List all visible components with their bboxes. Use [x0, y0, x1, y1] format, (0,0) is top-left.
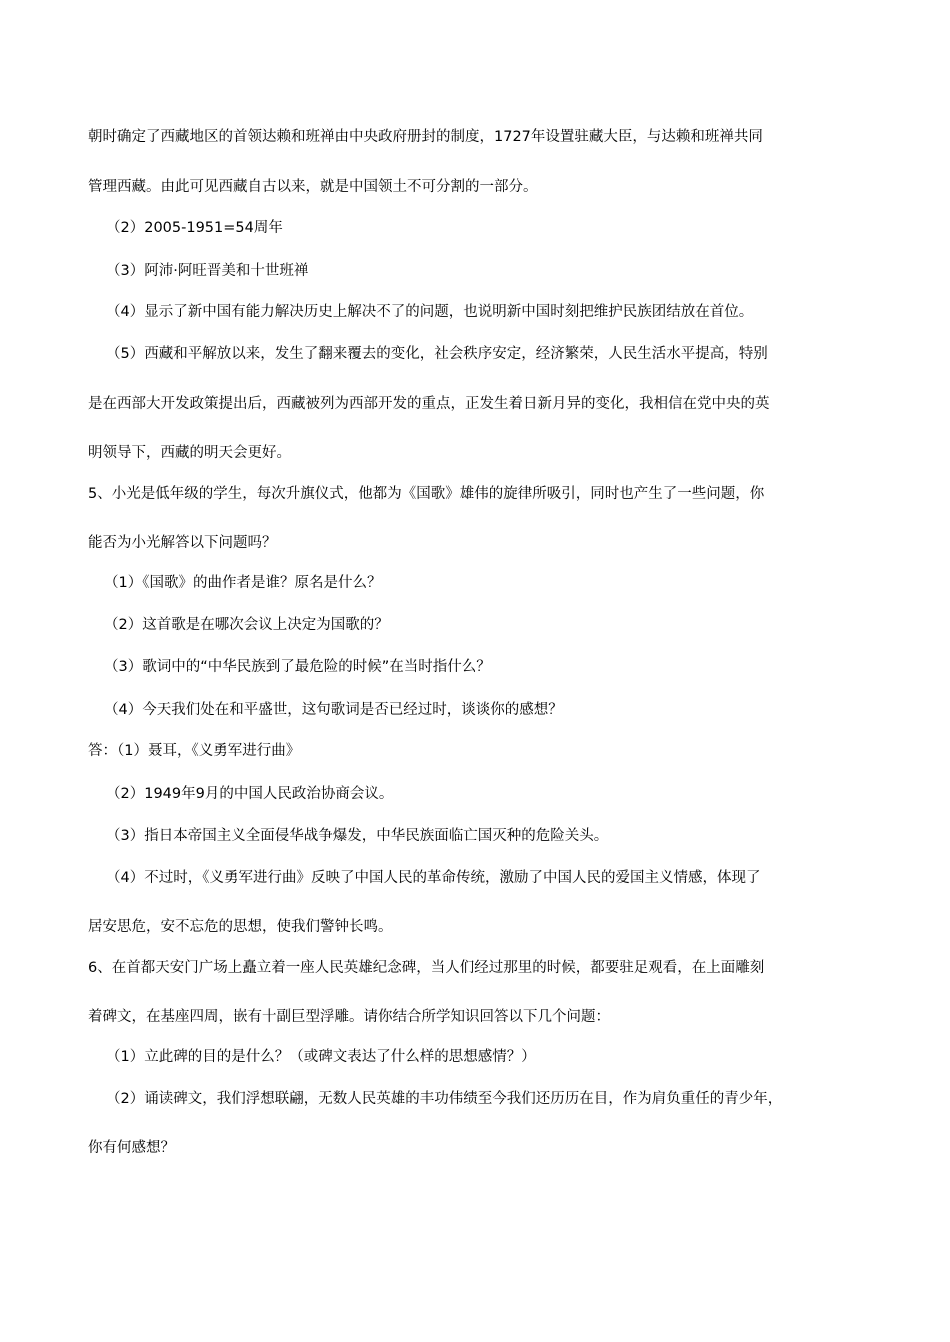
answer-line: （2）1949年9月的中国人民政治协商会议。 [106, 786, 394, 802]
text-line: 朝时确定了西藏地区的首领达赖和班禅由中央政府册封的制度，1727年设置驻藏大臣，与达赖和班禅共同 [88, 129, 763, 145]
question-heading: 5、小光是低年级的学生，每次升旗仪式，他都为《国歌》雄伟的旋律所吸引，同时也产生了一些问题，你 [88, 486, 765, 502]
answer-line: （4）显示了新中国有能力解决历史上解决不了的问题，也说明新中国时刻把维护民族团结放在首位。 [106, 304, 754, 320]
text-line: 能否为小光解答以下问题吗？ [88, 535, 277, 551]
text-line: 居安思危，安不忘危的思想，使我们警钟长鸣。 [88, 919, 393, 935]
text-line: 明领导下，西藏的明天会更好。 [88, 445, 291, 461]
text-line: 管理西藏。由此可见西藏自古以来，就是中国领土不可分割的一部分。 [88, 179, 538, 195]
question-heading: 6、在首都天安门广场上矗立着一座人民英雄纪念碑，当人们经过那里的时候，都要驻足观看，在上面雕刻 [88, 960, 765, 976]
text-line: 是在西部大开发政策提出后，西藏被列为西部开发的重点，正发生着日新月异的变化，我相信在党中央的英 [88, 396, 770, 412]
answer-line: （3）阿沛·阿旺晋美和十世班禅 [106, 263, 309, 279]
answer-line: （3）指日本帝国主义全面侵华战争爆发，中华民族面临亡国灭种的危险关头。 [106, 828, 609, 844]
answer-line: （2）2005-1951=54周年 [106, 220, 283, 236]
text-line: 着碑文，在基座四周，嵌有十副巨型浮雕。请你结合所学知识回答以下几个问题： [88, 1009, 610, 1025]
answer-line: 答：（1）聂耳，《义勇军进行曲》 [88, 743, 301, 759]
answer-line: （5）西藏和平解放以来，发生了翻来覆去的变化，社会秩序安定，经济繁荣，人民生活水平提高，特别 [106, 346, 768, 362]
text-line: 你有何感想？ [88, 1140, 175, 1156]
sub-question: （4）今天我们处在和平盛世，这句歌词是否已经过时，谈谈你的感想？ [104, 702, 563, 718]
sub-question: （2）诵读碑文，我们浮想联翩，无数人民英雄的丰功伟绩至今我们还历历在目，作为肩负重任的青少年， [106, 1091, 783, 1107]
sub-question: （2）这首歌是在哪次会议上决定为国歌的？ [104, 617, 389, 633]
answer-line: （4）不过时，《义勇军进行曲》反映了中国人民的革命传统，激励了中国人民的爱国主义情感，体现了 [106, 870, 761, 886]
sub-question: （1）立此碑的目的是什么？（或碑文表达了什么样的思想感情？） [106, 1049, 536, 1065]
sub-question: （3）歌词中的“中华民族到了最危险的时候”在当时指什么？ [104, 659, 491, 675]
sub-question: （1）《国歌》的曲作者是谁？原名是什么？ [104, 575, 382, 591]
